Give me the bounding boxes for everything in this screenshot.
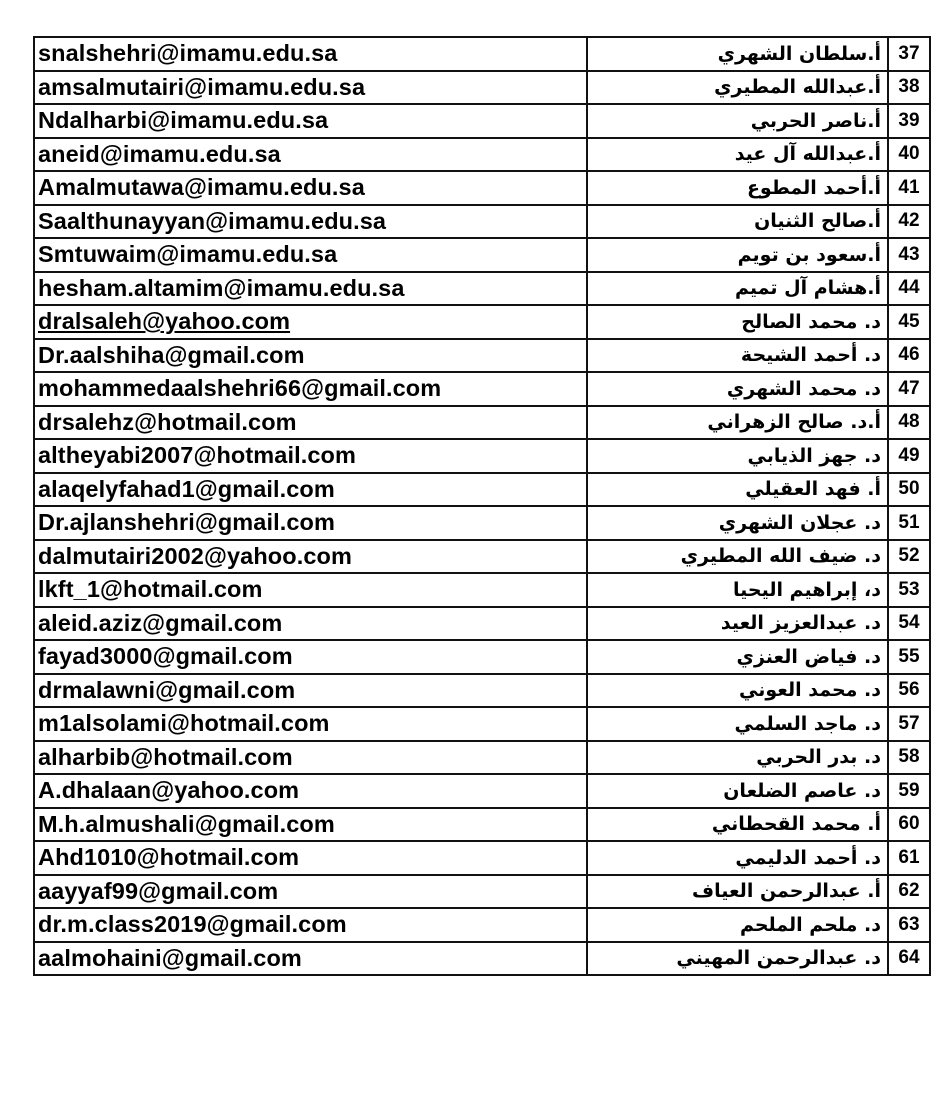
table-row bbox=[34, 238, 930, 272]
email-cell bbox=[34, 573, 587, 607]
row-number-cell: 39 bbox=[888, 104, 930, 138]
table-row bbox=[34, 272, 930, 306]
email-cell bbox=[34, 439, 587, 473]
row-number-cell: 51 bbox=[888, 506, 930, 540]
row-number-cell: 58 bbox=[888, 741, 930, 775]
row-number-cell: 49 bbox=[888, 439, 930, 473]
name-cell: أ. محمد القحطاني bbox=[587, 808, 888, 842]
row-number-cell: 48 bbox=[888, 406, 930, 440]
table-row bbox=[34, 540, 930, 574]
row-number-cell: 37 bbox=[888, 37, 930, 71]
email-cell bbox=[34, 607, 587, 641]
email-text: fayad3000@gmail.com bbox=[38, 643, 293, 670]
email-cell bbox=[34, 741, 587, 775]
name-cell: د. عاصم الضلعان bbox=[587, 774, 888, 808]
row-number-cell: 54 bbox=[888, 607, 930, 641]
email-cell bbox=[34, 942, 587, 976]
row-number-cell: 41 bbox=[888, 171, 930, 205]
email-cell bbox=[34, 506, 587, 540]
row-number-cell: 42 bbox=[888, 205, 930, 239]
row-number-cell: 64 bbox=[888, 942, 930, 976]
table-row bbox=[34, 774, 930, 808]
email-cell bbox=[34, 808, 587, 842]
email-cell bbox=[34, 104, 587, 138]
email-text: snalshehri@imamu.edu.sa bbox=[38, 40, 338, 67]
email-text: dr.m.class2019@gmail.com bbox=[38, 911, 347, 938]
email-text: Saalthunayyan@imamu.edu.sa bbox=[38, 207, 387, 234]
table-row bbox=[34, 808, 930, 842]
row-number-cell: 63 bbox=[888, 908, 930, 942]
table-row bbox=[34, 138, 930, 172]
row-number-cell: 59 bbox=[888, 774, 930, 808]
name-cell: أ.أحمد المطوع bbox=[587, 171, 888, 205]
row-number-cell: 55 bbox=[888, 640, 930, 674]
email-cell bbox=[34, 473, 587, 507]
name-cell: د. فياض العنزي bbox=[587, 640, 888, 674]
contacts-table-body bbox=[34, 37, 930, 975]
table-row bbox=[34, 104, 930, 138]
table-row bbox=[34, 741, 930, 775]
email-cell bbox=[34, 908, 587, 942]
email-text: aneid@imamu.edu.sa bbox=[38, 140, 281, 167]
email-text: aalmohaini@gmail.com bbox=[38, 944, 302, 971]
email-text: Ndalharbi@imamu.edu.sa bbox=[38, 107, 329, 134]
name-cell: أ.عبدالله المطيري bbox=[587, 71, 888, 105]
email-link[interactable]: dralsaleh@yahoo.com bbox=[38, 308, 291, 335]
email-text: M.h.almushali@gmail.com bbox=[38, 810, 335, 837]
row-number-cell: 47 bbox=[888, 372, 930, 406]
table-row bbox=[34, 942, 930, 976]
row-number-cell: 45 bbox=[888, 305, 930, 339]
email-text: amsalmutairi@imamu.edu.sa bbox=[38, 73, 366, 100]
email-text: Smtuwaim@imamu.edu.sa bbox=[38, 241, 338, 268]
row-number-cell: 57 bbox=[888, 707, 930, 741]
name-cell: د. جهز الذيابي bbox=[587, 439, 888, 473]
table-row bbox=[34, 406, 930, 440]
email-cell bbox=[34, 540, 587, 574]
name-cell: د. ملحم الملحم bbox=[587, 908, 888, 942]
row-number-cell: 62 bbox=[888, 875, 930, 909]
email-cell bbox=[34, 339, 587, 373]
name-cell: د. ماجد السلمي bbox=[587, 707, 888, 741]
email-cell[interactable] bbox=[34, 305, 587, 339]
row-number-cell: 61 bbox=[888, 841, 930, 875]
table-row bbox=[34, 908, 930, 942]
row-number-cell: 43 bbox=[888, 238, 930, 272]
email-cell bbox=[34, 138, 587, 172]
table-row bbox=[34, 205, 930, 239]
email-cell bbox=[34, 238, 587, 272]
row-number-cell: 40 bbox=[888, 138, 930, 172]
email-text: hesham.altamim@imamu.edu.sa bbox=[38, 274, 405, 301]
name-cell: أ.صالح الثنيان bbox=[587, 205, 888, 239]
table-row bbox=[34, 707, 930, 741]
table-row bbox=[34, 841, 930, 875]
table-row bbox=[34, 573, 930, 607]
table-row bbox=[34, 171, 930, 205]
table-row bbox=[34, 37, 930, 71]
email-text: A.dhalaan@yahoo.com bbox=[38, 777, 300, 804]
email-cell bbox=[34, 707, 587, 741]
name-cell: د. ضيف الله المطيري bbox=[587, 540, 888, 574]
name-cell: د. بدر الحربي bbox=[587, 741, 888, 775]
contacts-table bbox=[33, 36, 931, 976]
name-cell: أ.د. صالح الزهراني bbox=[587, 406, 888, 440]
email-text: Dr.ajlanshehri@gmail.com bbox=[38, 509, 335, 536]
name-cell: د. عبدالعزيز العيد bbox=[587, 607, 888, 641]
email-text: mohammedaalshehri66@gmail.com bbox=[38, 375, 442, 402]
email-text: altheyabi2007@hotmail.com bbox=[38, 442, 356, 469]
email-text: alaqelyfahad1@gmail.com bbox=[38, 475, 335, 502]
email-cell bbox=[34, 674, 587, 708]
name-cell: د. عجلان الشهري bbox=[587, 506, 888, 540]
row-number-cell: 52 bbox=[888, 540, 930, 574]
email-text: lkft_1@hotmail.com bbox=[38, 576, 263, 603]
name-cell: د. أحمد الدليمي bbox=[587, 841, 888, 875]
table-row bbox=[34, 640, 930, 674]
row-number-cell: 56 bbox=[888, 674, 930, 708]
name-cell: د، إبراهيم اليحيا bbox=[587, 573, 888, 607]
name-cell: أ.ناصر الحربي bbox=[587, 104, 888, 138]
email-cell bbox=[34, 171, 587, 205]
table-row bbox=[34, 607, 930, 641]
email-text: alharbib@hotmail.com bbox=[38, 743, 293, 770]
table-row bbox=[34, 439, 930, 473]
name-cell: د. محمد الصالح bbox=[587, 305, 888, 339]
email-text: drmalawni@gmail.com bbox=[38, 676, 296, 703]
name-cell: أ.عبدالله آل عيد bbox=[587, 138, 888, 172]
table-row bbox=[34, 372, 930, 406]
email-text: Dr.aalshiha@gmail.com bbox=[38, 341, 305, 368]
email-text: Amalmutawa@imamu.edu.sa bbox=[38, 174, 365, 201]
email-text: m1alsolami@hotmail.com bbox=[38, 710, 330, 737]
email-cell bbox=[34, 640, 587, 674]
contact-sheet bbox=[33, 36, 920, 976]
email-cell bbox=[34, 272, 587, 306]
row-number-cell: 50 bbox=[888, 473, 930, 507]
name-cell: د. محمد الشهري bbox=[587, 372, 888, 406]
email-text: aleid.aziz@gmail.com bbox=[38, 609, 283, 636]
name-cell: د. محمد العوني bbox=[587, 674, 888, 708]
name-cell: أ.سعود بن تويم bbox=[587, 238, 888, 272]
row-number-cell: 46 bbox=[888, 339, 930, 373]
email-text: Ahd1010@hotmail.com bbox=[38, 844, 300, 871]
email-cell bbox=[34, 71, 587, 105]
email-text: drsalehz@hotmail.com bbox=[38, 408, 297, 435]
email-cell bbox=[34, 875, 587, 909]
email-cell bbox=[34, 37, 587, 71]
table-row bbox=[34, 875, 930, 909]
row-number-cell: 38 bbox=[888, 71, 930, 105]
table-row bbox=[34, 674, 930, 708]
email-cell bbox=[34, 406, 587, 440]
email-cell bbox=[34, 372, 587, 406]
table-row bbox=[34, 305, 930, 339]
name-cell: د. عبدالرحمن المهيني bbox=[587, 942, 888, 976]
name-cell: أ. عبدالرحمن العياف bbox=[587, 875, 888, 909]
email-text: aayyaf99@gmail.com bbox=[38, 877, 279, 904]
name-cell: أ. فهد العقيلي bbox=[587, 473, 888, 507]
email-cell bbox=[34, 205, 587, 239]
row-number-cell: 60 bbox=[888, 808, 930, 842]
table-row bbox=[34, 473, 930, 507]
table-row bbox=[34, 339, 930, 373]
name-cell: أ.سلطان الشهري bbox=[587, 37, 888, 71]
email-cell bbox=[34, 774, 587, 808]
name-cell: أ.هشام آل تميم bbox=[587, 272, 888, 306]
name-cell: د. أحمد الشيحة bbox=[587, 339, 888, 373]
row-number-cell: 44 bbox=[888, 272, 930, 306]
table-row bbox=[34, 71, 930, 105]
table-row bbox=[34, 506, 930, 540]
email-cell bbox=[34, 841, 587, 875]
row-number-cell: 53 bbox=[888, 573, 930, 607]
email-text: dalmutairi2002@yahoo.com bbox=[38, 542, 352, 569]
